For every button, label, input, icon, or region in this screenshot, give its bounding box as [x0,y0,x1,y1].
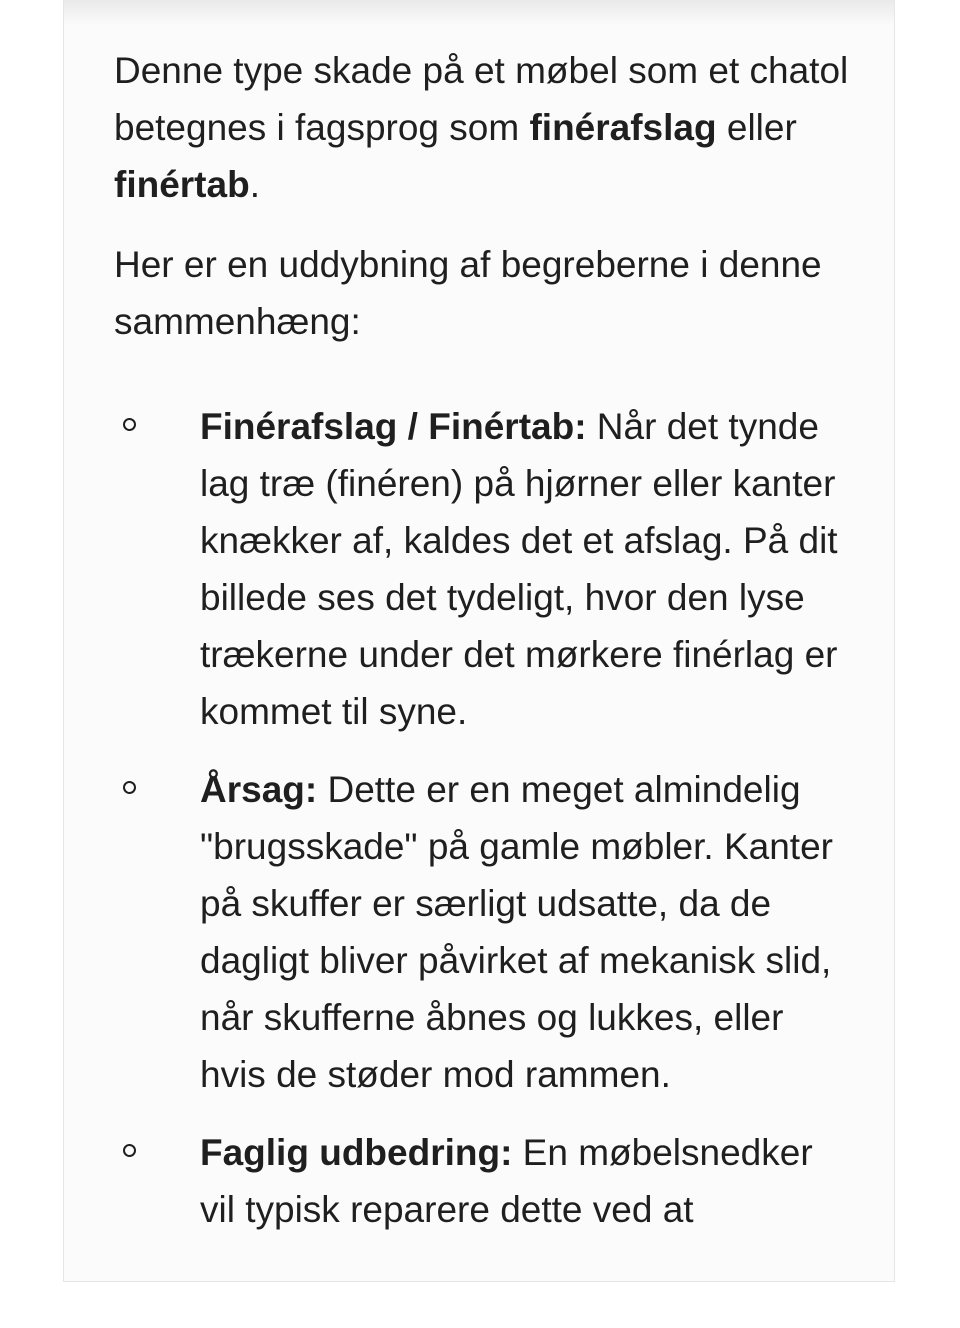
list-item [114,1124,854,1238]
intro-text-c: . [249,164,260,205]
term-finerafslag: finérafslag [529,107,717,148]
circle-bullet-icon [123,1144,136,1157]
circle-bullet-icon [123,781,136,794]
bullet-text: Dette er en meget almindelig "brugsskade" på gamle møbler. Kanter på skuffer er særligt udsatte, da de dagligt bliver påvirket af mekanisk slid, når skufferne åbnes og lukkes, eller hvis de støder mod rammen. [200,769,833,1095]
response-text [114,42,854,1259]
intro-text-a: Denne type skade på et møbel som et chatol betegnes i fagsprog som [114,50,849,148]
bullet-text: En møbelsnedker vil typisk reparere dette ved at [200,1132,813,1230]
bullet-heading: Finérafslag / Finértab: [200,406,587,447]
bullet-text: Når det tynde lag træ (finéren) på hjørner eller kanter knækker af, kaldes det et afslag. På dit billede ses det tydeligt, hvor den lyse trækerne under det mørkere finérlag er kommet til syne. [200,406,838,732]
bullet-list [114,398,854,1238]
response-card [63,0,895,1282]
lead-paragraph: Her er en uddybning af begreberne i denne sammenhæng: [114,244,822,342]
bullet-heading: Årsag: [200,769,318,810]
list-item [114,761,854,1103]
circle-bullet-icon [123,418,136,431]
bullet-heading: Faglig udbedring: [200,1132,513,1173]
intro-paragraph [114,42,854,213]
term-finertab: finértab [114,164,250,205]
list-item [114,398,854,740]
intro-text-b: eller [716,107,797,148]
top-shadow [64,0,894,26]
